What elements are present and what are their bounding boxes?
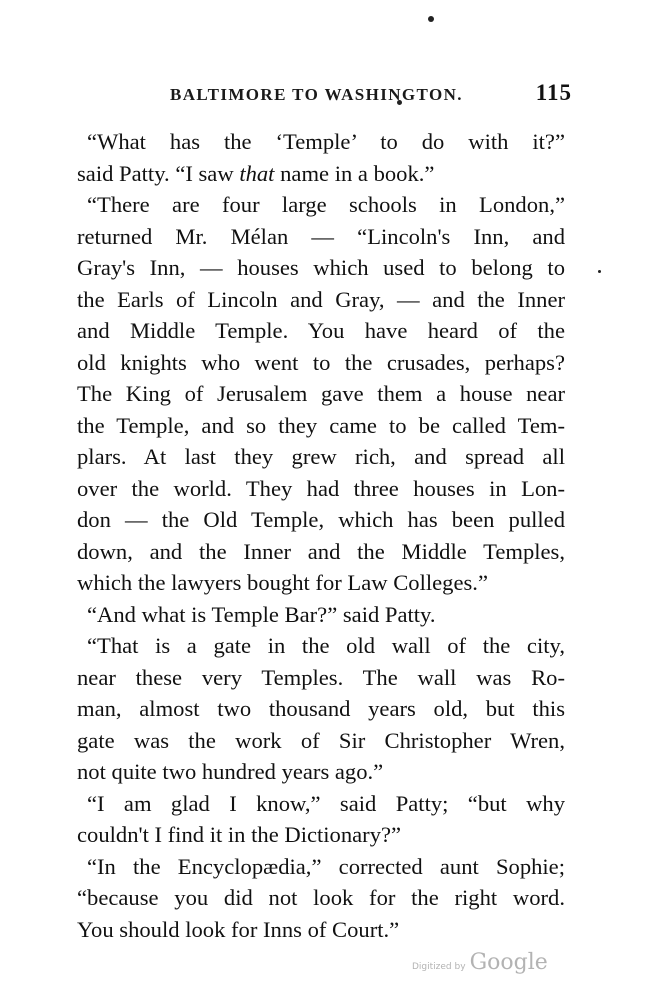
text-line: old knights who went to the crusades, perhaps? <box>77 349 565 375</box>
watermark-caption: Digitized by <box>412 962 466 972</box>
page-number: 115 <box>535 80 572 105</box>
text-line: the Earls of Lincoln and Gray, — and the Inner <box>77 286 565 312</box>
text-line: gate was the work of Sir Christopher Wren, <box>77 727 565 753</box>
paragraph <box>77 599 565 631</box>
text-line: near these very Temples. The wall was Ro- <box>77 664 565 690</box>
text-line: and Middle Temple. You have heard of the <box>77 318 565 343</box>
text-line: which the lawyers bought for Law Colleges.” <box>77 570 488 595</box>
text-line: down, and the Inner and the Middle Temples, <box>77 538 565 564</box>
text-line: “I am glad I know,” said Patty; “but why <box>87 790 565 816</box>
text-line: not quite two hundred years ago.” <box>77 759 384 784</box>
text-line: the Temple, and so they came to be called Tem- <box>77 412 565 438</box>
ink-speck <box>428 16 434 22</box>
paragraph <box>77 630 565 788</box>
watermark-logo: Google <box>469 950 548 975</box>
text-line: Gray's Inn, — houses which used to belong to <box>77 255 565 280</box>
paragraph <box>77 126 565 189</box>
text-line: “In the Encyclopædia,” corrected aunt Sophie; <box>87 853 565 879</box>
text-line: “What has the ‘Temple’ to do with it?” <box>87 129 565 154</box>
text-line: “That is a gate in the old wall of the city, <box>87 633 565 658</box>
text-line: “because you did not look for the right word. <box>77 885 565 910</box>
page-header <box>170 80 572 106</box>
text-line: said Patty. “I saw that name in a book.” <box>77 160 435 186</box>
text-line: The King of Jerusalem gave them a house near <box>77 381 565 406</box>
paragraph <box>77 851 565 946</box>
emphasis: that <box>239 160 275 186</box>
paragraph <box>77 788 565 851</box>
running-head: BALTIMORE TO WASHINGTON. <box>170 85 463 104</box>
text-line: “There are four large schools in London,” <box>87 192 565 217</box>
text-line: You should look for Inns of Court.” <box>77 916 400 942</box>
text-line: “And what is Temple Bar?” said Patty. <box>87 601 436 627</box>
text-line: man, almost two thousand years old, but this <box>77 696 565 721</box>
text-line: returned Mr. Mélan — “Lincoln's Inn, and <box>77 223 565 249</box>
text-line: couldn't I find it in the Dictionary?” <box>77 822 402 847</box>
text-line: plars. At last they grew rich, and spread all <box>77 444 565 469</box>
text-line: don — the Old Temple, which has been pulled <box>77 507 565 532</box>
digitized-watermark <box>412 950 548 975</box>
ink-speck <box>598 270 601 273</box>
body-text <box>77 126 565 945</box>
paragraph <box>77 189 565 599</box>
text-line: over the world. They had three houses in Lon- <box>77 475 565 501</box>
